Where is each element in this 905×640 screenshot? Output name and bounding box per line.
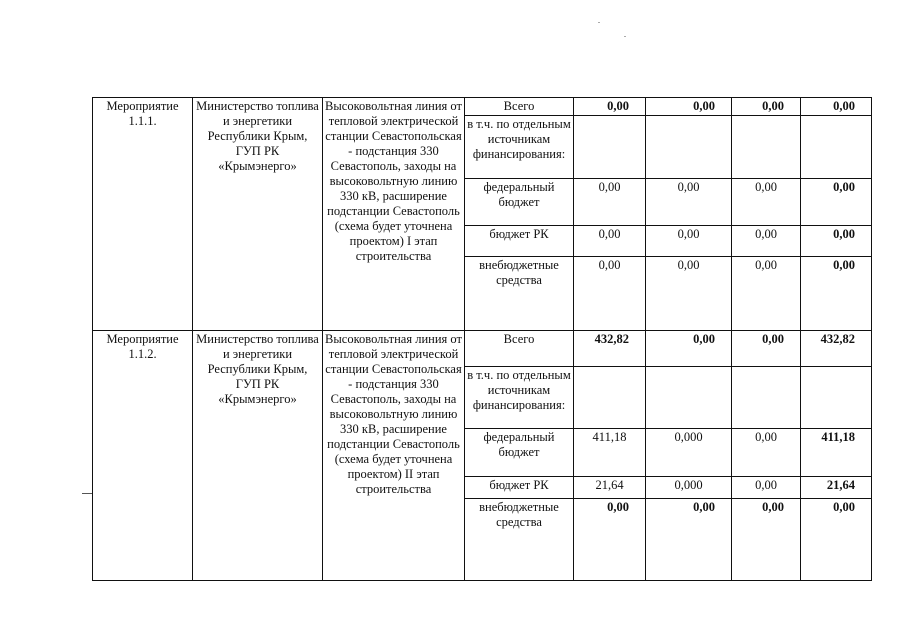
value-cell: 411,18	[801, 429, 872, 477]
value-cell: 0,00	[574, 499, 646, 581]
value-cell: 0,00	[574, 257, 646, 331]
value-cell: 0,00	[732, 499, 801, 581]
value-cell: 411,18	[574, 429, 646, 477]
scan-artifact	[82, 493, 92, 494]
value-cell: 432,82	[574, 331, 646, 367]
financing-table	[92, 97, 872, 581]
value-cell	[801, 367, 872, 429]
value-cell	[646, 116, 732, 179]
value-cell	[574, 367, 646, 429]
value-cell: 0,00	[732, 98, 801, 116]
value-cell: 0,00	[574, 226, 646, 257]
value-cell: 21,64	[574, 477, 646, 499]
value-cell: 0,00	[646, 98, 732, 116]
value-cell	[801, 116, 872, 179]
value-cell	[574, 116, 646, 179]
source-cell: федеральный бюджет	[465, 179, 574, 226]
value-cell: 432,82	[801, 331, 872, 367]
value-cell: 0,00	[732, 179, 801, 226]
value-cell: 0,00	[801, 179, 872, 226]
value-cell: 0,00	[646, 331, 732, 367]
value-cell	[732, 367, 801, 429]
table-row	[93, 331, 872, 367]
value-cell	[732, 116, 801, 179]
value-cell: 0,00	[732, 257, 801, 331]
executor-cell: Министерство топлива и энергетики Республики Крым, ГУП РК «Крымэнерго»	[193, 331, 323, 581]
measure-cell: Мероприятие 1.1.2.	[93, 331, 193, 581]
source-cell: Всего	[465, 98, 574, 116]
value-cell: 0,00	[646, 499, 732, 581]
source-cell: Всего	[465, 331, 574, 367]
description-cell: Высоковольтная линия от тепловой электрической станции Севастопольская - подстанция 330 Севастополь, заходы на высоковольтную линию 330 кВ, расширение подстанции Севастополь (схема будет уточнена проектом) I этап строительства	[323, 98, 465, 331]
value-cell: 0,00	[732, 429, 801, 477]
scan-artifact	[598, 22, 600, 23]
value-cell: 0,00	[732, 226, 801, 257]
value-cell: 0,00	[732, 331, 801, 367]
value-cell: 0,00	[646, 179, 732, 226]
value-cell: 0,00	[801, 257, 872, 331]
value-cell: 0,00	[732, 477, 801, 499]
value-cell: 0,00	[801, 499, 872, 581]
source-cell: в т.ч. по отдельным источникам финансирования:	[465, 367, 574, 429]
description-cell: Высоковольтная линия от тепловой электрической станции Севастопольская - подстанция 330 Севастополь, заходы на высоковольтную линию 330 кВ, расширение подстанции Севастополь (схема будет уточнена проектом) II этап строительства	[323, 331, 465, 581]
source-cell: в т.ч. по отдельным источникам финансирования:	[465, 116, 574, 179]
measure-cell: Мероприятие 1.1.1.	[93, 98, 193, 331]
value-cell: 0,000	[646, 429, 732, 477]
value-cell: 0,00	[646, 257, 732, 331]
value-cell: 21,64	[801, 477, 872, 499]
value-cell: 0,00	[801, 226, 872, 257]
source-cell: внебюджетные средства	[465, 499, 574, 581]
source-cell: внебюджетные средства	[465, 257, 574, 331]
source-cell: бюджет РК	[465, 477, 574, 499]
value-cell: 0,00	[801, 98, 872, 116]
source-cell: федеральный бюджет	[465, 429, 574, 477]
source-cell: бюджет РК	[465, 226, 574, 257]
scan-artifact	[624, 36, 626, 37]
value-cell: 0,00	[574, 98, 646, 116]
table-row	[93, 98, 872, 116]
value-cell: 0,00	[646, 226, 732, 257]
value-cell: 0,000	[646, 477, 732, 499]
executor-cell: Министерство топлива и энергетики Республики Крым, ГУП РК «Крымэнерго»	[193, 98, 323, 331]
value-cell	[646, 367, 732, 429]
value-cell: 0,00	[574, 179, 646, 226]
